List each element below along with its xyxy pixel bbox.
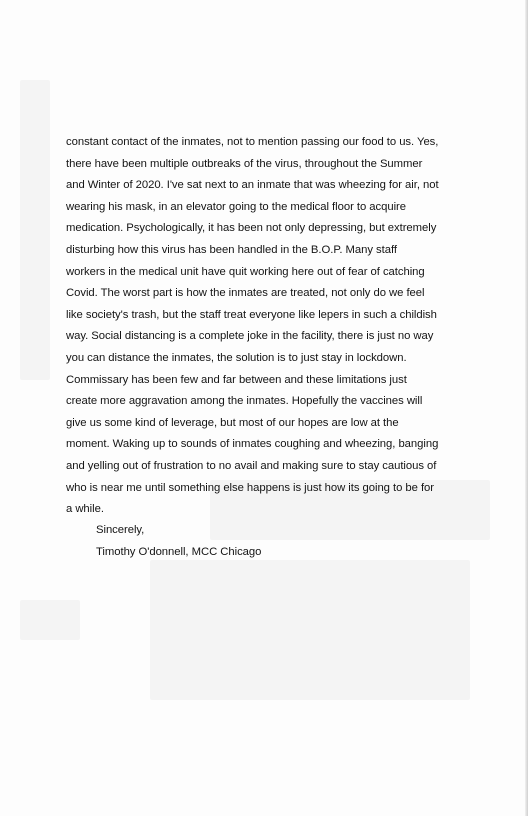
bleed-through-mark: [20, 600, 80, 640]
body-line: create more aggravation among the inmates. Hopefully the vaccines will: [66, 395, 423, 408]
body-line: moment. Waking up to sounds of inmates coughing and wheezing, banging: [66, 438, 439, 451]
body-line: there have been multiple outbreaks of the virus, throughout the Summer: [66, 157, 423, 170]
valediction: Sincerely,: [96, 524, 145, 536]
body-line: wearing his mask, in an elevator going to the medical floor to acquire: [66, 200, 406, 213]
body-line: give us some kind of leverage, but most of our hopes are low at the: [66, 416, 399, 429]
body-line: and yelling out of frustration to no avail and making sure to stay cautious of: [66, 459, 437, 472]
bleed-through-mark: [150, 560, 470, 700]
body-line: way. Social distancing is a complete joke in the facility, there is just no way: [66, 330, 434, 343]
body-line: Covid. The worst part is how the inmates are treated, not only do we feel: [66, 287, 425, 300]
letter-body: [66, 132, 466, 521]
body-line: a while.: [66, 503, 104, 516]
body-line: workers in the medical unit have quit working here out of fear of catching: [66, 265, 425, 278]
bleed-through-mark: [20, 80, 50, 380]
body-line: disturbing how this virus has been handled in the B.O.P. Many staff: [66, 243, 397, 256]
body-line: like society's trash, but the staff treat everyone like lepers in such a childish: [66, 308, 437, 321]
body-line: who is near me until something else happens is just how its going to be for: [66, 481, 435, 494]
body-line: Commissary has been few and far between and these limitations just: [66, 373, 407, 386]
letter-closing: [96, 519, 396, 563]
body-line: constant contact of the inmates, not to mention passing our food to us. Yes,: [66, 136, 439, 148]
body-line: and Winter of 2020. I've sat next to an inmate that was wheezing for air, not: [66, 179, 439, 192]
signature-name: Timothy O'donnell, MCC Chicago: [96, 546, 262, 558]
body-line: medication. Psychologically, it has been not only depressing, but extremely: [66, 222, 437, 235]
body-line: you can distance the inmates, the solution is to just stay in lockdown.: [66, 351, 407, 364]
